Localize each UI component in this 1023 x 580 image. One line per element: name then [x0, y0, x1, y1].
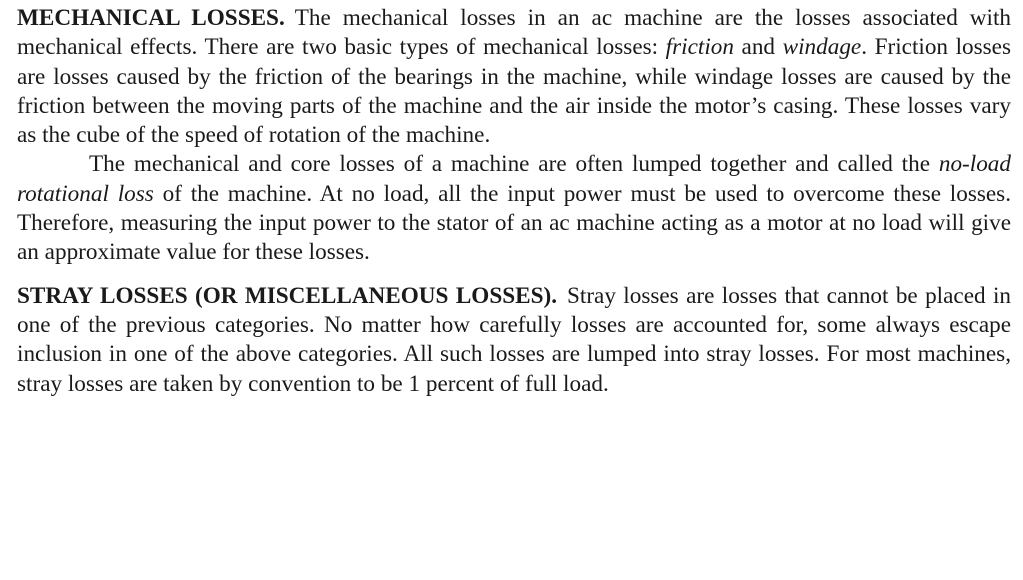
term-windage: windage — [782, 34, 862, 61]
term-friction: friction — [665, 34, 734, 61]
rotational-loss-text-b: of the machine. At no load, all the input power must be used to overcome these losses. Therefore, measuring the input power to the stator of an ac machine acting as a motor at no load will give an approximate value for these losses. — [17, 180, 1011, 266]
mechanical-losses-text-c: . Friction losses are losses caused by the friction of the bearings in the machine, while windage losses are caused by the friction between the moving parts of the machine and the air inside the motor’s casing. These losses vary as the cube of the speed of rotation of the machine. — [17, 34, 1012, 149]
rotational-loss-paragraph — [17, 150, 1011, 267]
stray-losses-heading: STRAY LOSSES (OR MISCELLANEOUS LOSSES). — [17, 282, 557, 309]
mechanical-losses-paragraph — [17, 4, 1011, 150]
mechanical-losses-text-b: and — [733, 34, 783, 61]
rotational-loss-text-a: The mechanical and core losses of a machine are often lumped together and called the — [89, 151, 939, 178]
mechanical-losses-heading: MECHANICAL LOSSES. — [17, 5, 285, 31]
term-no-load-rotational-loss: no-load rotational loss — [17, 151, 1011, 207]
stray-losses-paragraph — [17, 282, 1011, 399]
stray-losses-text: Stray losses are losses that cannot be placed in one of the previous categories. No matter how carefully losses are accounted for, some always escape inclusion in one of the above categories. All such losses are lumped into stray losses. For most machines, stray losses are taken by convention to be 1 percent of full load. — [17, 282, 1011, 397]
mechanical-losses-text-a: The mechanical losses in an ac machine are the losses associated with mechanical effects. There are two basic types of mechanical losses: — [17, 5, 1011, 61]
